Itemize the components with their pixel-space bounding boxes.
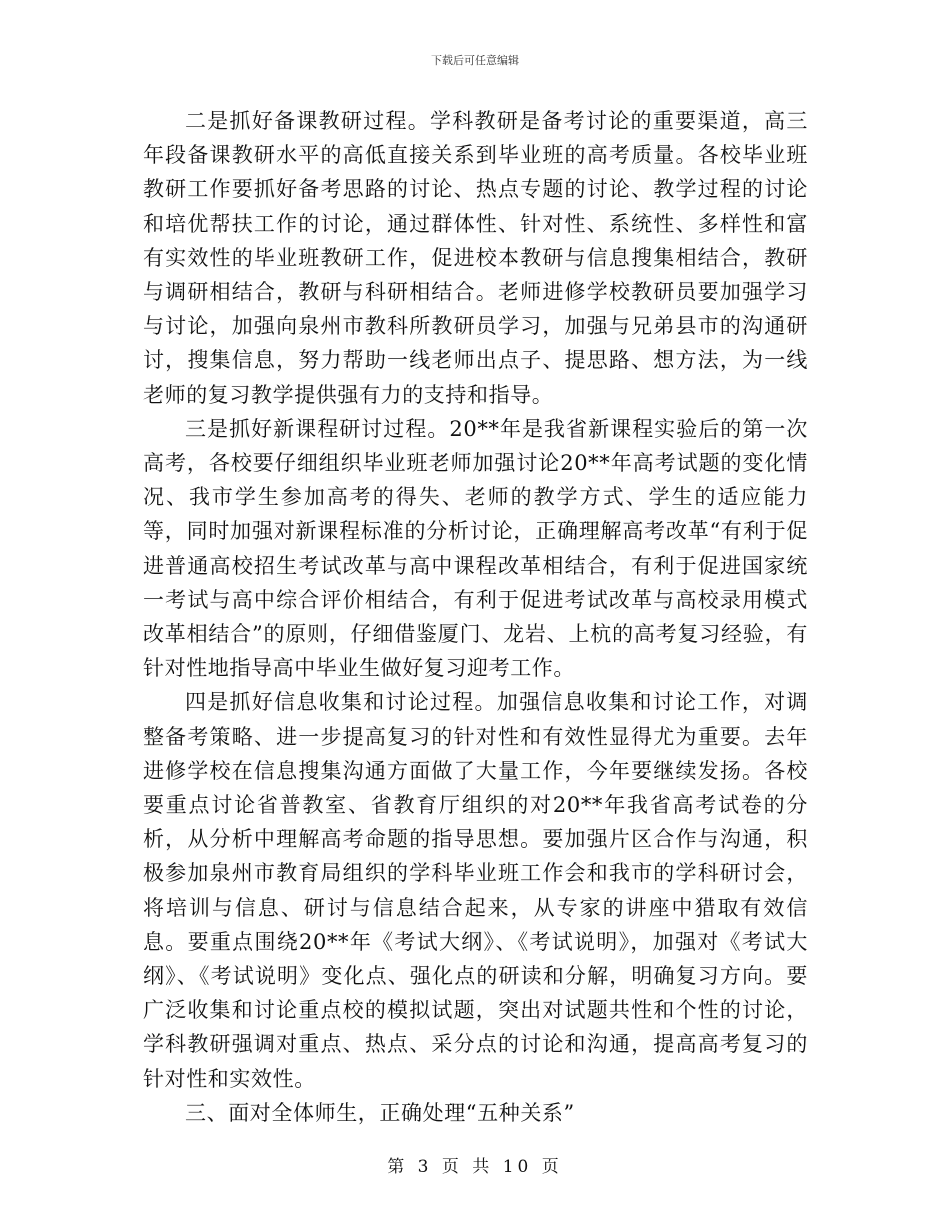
paragraph-lesson-prep-research: 二是抓好备课教研过程。学科教研是备考讨论的重要渠道，高三年段备课教研水平的高低直接关系到毕业班的高考质量。各校毕业班教研工作要抓好备考思路的讨论、热点专题的讨论、教学过程的讨论和培优帮扶工作的讨论，通过群体性、针对性、系统性、多样性和富有实效性的毕业班教研工作，促进校本教研与信息搜集相结合，教研与调研相结合，教研与科研相结合。老师进修学校教研员要加强学习与讨论，加强向泉州市教科所教研员学习，加强与兄弟县市的沟通研讨，搜集信息，努力帮助一线老师出点子、提思路、想方法，为一线老师的复习教学提供强有力的支持和指导。 (143, 109, 808, 407)
document-body (143, 104, 808, 1130)
paragraph-new-curriculum-research: 三是抓好新课程研讨过程。20**年是我省新课程实验后的第一次高考，各校要仔细组织毕业班老师加强讨论20**年高考试题的变化情况、我市学生参加高考的得失、老师的教学方式、学生的适应能力等，同时加强对新课程标准的分析讨论，正确理解高考改革“有利于促进普通高校招生考试改革与高中课程改革相结合，有利于促进国家统一考试与高中综合评价相结合，有利于促进考试改革与高校录用模式改革相结合”的原则，仔细借鉴厦门、龙岩、上杭的高考复习经验，有针对性地指导高中毕业生做好复习迎考工作。 (143, 416, 808, 681)
page-number-footer: 第 3 页 共 10 页 (387, 1157, 563, 1177)
paragraph-information-collection: 四是抓好信息收集和讨论过程。加强信息收集和讨论工作，对调整备考策略、进一步提高复习的针对性和有效性显得尤为重要。去年进修学校在信息搜集沟通方面做了大量工作，今年要继续发扬。各校要重点讨论省普教室、省教育厅组织的对20**年我省高考试卷的分析，从分析中理解高考命题的指导思想。要加强片区合作与沟通，积极参加泉州市教育局组织的学科毕业班工作会和我市的学科研讨会，将培训与信息、研讨与信息结合起来，从专家的讲座中猎取有效信息。要重点围绕20**年《考试大纲》、《考试说明》，加强对《考试大纲》、《考试说明》变化点、强化点的研读和分解，明确复习方向。要广泛收集和讨论重点校的模拟试题，突出对试题共性和个性的讨论，学科教研强调对重点、热点、采分点的讨论和沟通，提高高考复习的针对性和实效性。 (143, 690, 808, 1091)
section-heading: 三、面对全体师生，正确处理“五种关系” (185, 1100, 575, 1125)
header-note: 下载后可任意编辑 (431, 54, 519, 67)
